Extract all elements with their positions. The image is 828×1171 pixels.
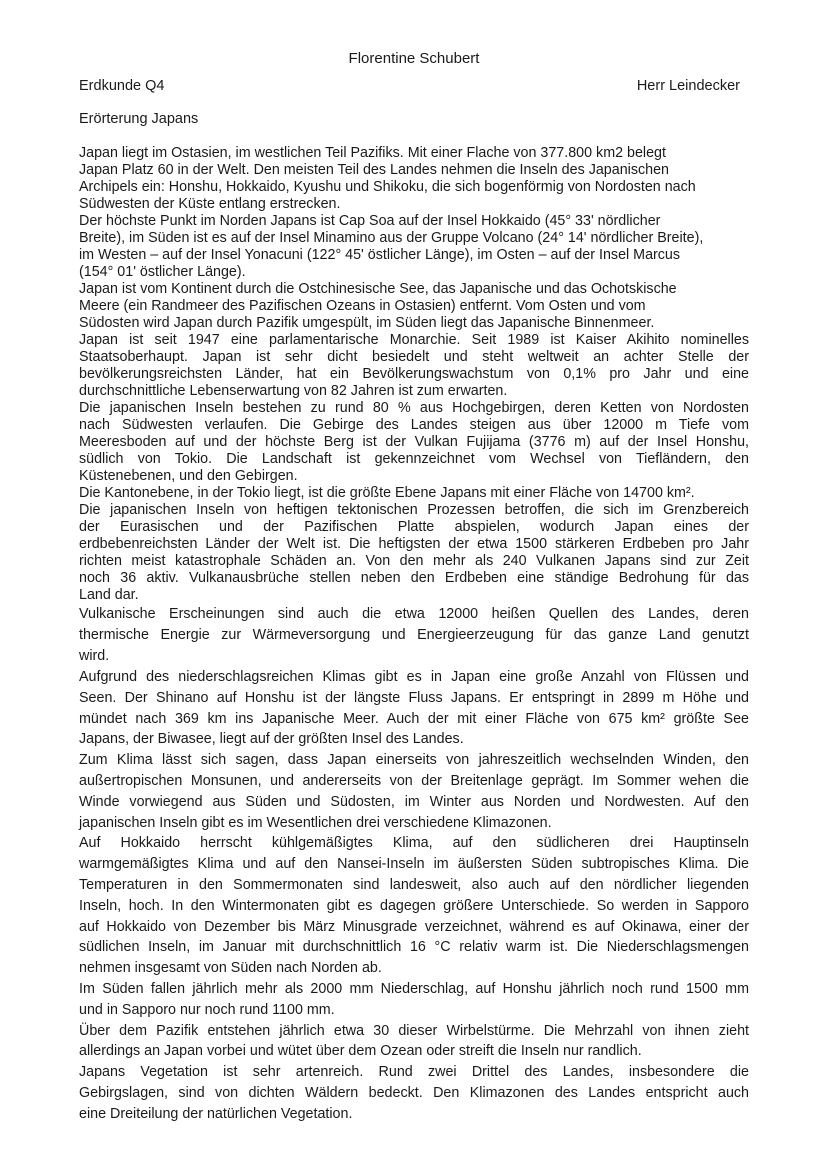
text-line: Südosten wird Japan durch Pazifik umgespült, im Süden liegt das Japanische Binnenmeer. <box>79 315 655 331</box>
text-line: südlich von Tokio. Die Landschaft ist gekennzeichnet vom Wechsel von Tiefländern, den <box>79 451 749 467</box>
text-line: südlichen Inseln, im Januar mit durchschnittlich 16 °C relativ warm ist. Die Niederschlagsmengen <box>79 939 749 956</box>
paragraph-politics <box>79 332 749 400</box>
subject-label: Erdkunde Q4 <box>79 78 165 94</box>
text-line: Südwesten der Küste entlang erstrecken. <box>79 196 341 212</box>
text-line: Japan ist vom Kontinent durch die Ostchinesische See, das Japanische und das Ochotskische <box>79 281 677 297</box>
text-line: Japan liegt im Ostasien, im westlichen Teil Pazifiks. Mit einer Flache von 377.800 km2 belegt <box>79 145 666 161</box>
paragraph-hot-springs <box>79 604 749 667</box>
text-line: Die japanischen Inseln von heftigen tektonischen Prozessen betroffen, die sich im Grenzbereich <box>79 502 749 518</box>
text-line: (154° 01' östlicher Länge). <box>79 264 246 280</box>
text-line: Der höchste Punkt im Norden Japans ist Cap Soa auf der Insel Hokkaido (45° 33' nördlicher <box>79 213 661 229</box>
text-line: Meeresboden auf und der höchste Berg ist der Vulkan Fujijama (3776 m) auf der Insel Honshu, <box>79 434 749 450</box>
text-line: Auf Hokkaido herrscht kühlgemäßigtes Klima, auf den südlicheren drei Hauptinseln <box>79 835 749 852</box>
text-line: Japans Vegetation ist sehr artenreich. Rund zwei Drittel des Landes, insbesondere die <box>79 1064 749 1081</box>
text-block-compact <box>79 145 749 604</box>
text-line: richten meist katastrophale Schäden an. Von den mehr als 240 Vulkanen Japans sind zur Zeit <box>79 553 749 569</box>
text-block-spaced <box>79 604 749 667</box>
paragraph-climate-zones <box>79 833 749 979</box>
text-line: Küstenebenen, und den Gebirgen. <box>79 468 298 484</box>
text-line: japanischen Inseln gibt es im Wesentlichen drei verschiedene Klimazonen. <box>79 814 552 831</box>
author-name: Florentine Schubert <box>348 50 480 67</box>
text-line: Winde vorwiegend aus Süden und Südosten, im Winter aus Norden und Nordwesten. Auf den <box>79 793 749 810</box>
text-line: Vulkanische Erscheinungen sind auch die etwa 12000 heißen Quellen des Landes, deren <box>79 606 749 622</box>
text-line: erdbebenreichsten Länder der Welt ist. Die heftigsten der etwa 1500 stärkeren Erdbeben pro Jahr <box>79 536 749 552</box>
text-line: Breite), im Süden ist es auf der Insel Minamino aus der Gruppe Volcano (24° 14' nördlicher Breite), <box>79 230 704 246</box>
text-line: Inseln, hoch. In den Wintermonaten gibt es dagegen größere Unterschiede. So werden in Sapporo <box>79 897 749 914</box>
teacher-name: Herr Leindecker <box>636 78 740 94</box>
text-line: und in Sapporo nur noch rund 1100 mm. <box>79 1001 335 1018</box>
paragraph-seas <box>79 281 749 332</box>
text-line: noch 36 aktiv. Vulkanausbrüche stellen neben den Erdbeben eine ständige Bedrohung für das <box>79 570 749 586</box>
text-line: Meere (ein Randmeer des Pazifischen Ozeans in Ostasien) entfernt. Vom Osten und vom <box>79 298 646 314</box>
text-line: Archipels ein: Honshu, Hokkaido, Kyushu und Shikoku, die sich bogenförmig von Nordosten nach <box>79 179 696 195</box>
text-line: Die Kantonebene, in der Tokio liegt, ist die größte Ebene Japans mit einer Fläche von 14700 km². <box>79 485 695 501</box>
text-line: Im Süden fallen jährlich mehr als 2000 mm Niederschlag, auf Honshu jährlich noch rund 1500 mm <box>79 980 749 997</box>
paragraph-extreme-points <box>79 213 749 281</box>
text-line: bevölkerungsreichsten Länder, hat ein Bevölkerungswachstum von 0,1% pro Jahr und eine <box>79 366 749 382</box>
text-line: Gebirgslagen, sind von dichten Wäldern bedeckt. Den Klimazonen des Landes entspricht auch <box>79 1084 749 1101</box>
text-line: im Westen – auf der Insel Yonacuni (122° 45' östlicher Länge), im Osten – auf der Insel Marcus <box>79 247 681 263</box>
paragraph-climate <box>79 750 749 833</box>
text-line: auf Hokkaido von Dezember bis März Minusgrade verzeichnet, während es auf Okinawa, einer der <box>79 918 749 935</box>
paragraph-location <box>79 145 749 213</box>
text-line: thermische Energie zur Wärmeversorgung und Energieerzeugung für das ganze Land genutzt <box>79 627 749 643</box>
text-line: Aufgrund des niederschlagsreichen Klimas gibt es in Japan eine große Anzahl von Flüssen und <box>79 669 749 685</box>
text-line: Japan Platz 60 in der Welt. Den meisten Teil des Landes nehmen die Inseln des Japanischen <box>79 162 669 178</box>
text-line: außertropischen Monsunen, und andererseits von der Breitenlage geprägt. Im Sommer wehen die <box>79 772 749 789</box>
paragraph-precipitation <box>79 979 749 1021</box>
text-line: Staatsoberhaupt. Japan ist sehr dicht besiedelt und steht weltweit an achter Stelle der <box>79 349 749 365</box>
text-line: der Eurasischen und der Pazifischen Platte abspielen, wodurch Japan eines der <box>79 519 749 535</box>
paragraph-tectonics <box>79 485 749 604</box>
text-block-spaced-2 <box>79 667 749 1125</box>
text-line: Japan ist seit 1947 eine parlamentarische Monarchie. Seit 1989 ist Kaiser Akihito nominelles <box>79 332 749 348</box>
text-line: wird. <box>79 648 110 664</box>
text-line: nehmen insgesamt von Süden nach Norden ab. <box>79 960 382 977</box>
text-line: mündet nach 369 km ins Japanische Meer. Auch der mit einer Fläche von 675 km² größte See <box>79 710 749 727</box>
text-line: Land dar. <box>79 587 139 603</box>
text-line: Zum Klima lässt sich sagen, dass Japan einerseits von jahreszeitlich wechselnden Winden, den <box>79 752 749 769</box>
text-line: warmgemäßigtes Klima und auf den Nansei-Inseln im äußersten Süden subtropisches Klima. Die <box>79 856 749 873</box>
text-line: nach Südwesten verlaufen. Die Gebirge des Landes steigen aus über 12000 m Tiefe vom <box>79 417 749 433</box>
paragraph-vegetation <box>79 1062 749 1124</box>
paragraph-mountains <box>79 400 749 485</box>
text-line: Seen. Der Shinano auf Honshu ist der längste Fluss Japans. Er entspringt in 2899 m Höhe und <box>79 689 749 706</box>
document-body <box>79 145 749 1125</box>
text-line: eine Dreiteilung der natürlichen Vegetation. <box>79 1105 353 1122</box>
text-line: durchschnittliche Lebenserwartung von 82 Jahren ist zum erwarten. <box>79 383 508 399</box>
paragraph-rivers <box>79 667 749 750</box>
document-title: Erörterung Japans <box>79 111 199 127</box>
paragraph-typhoons <box>79 1021 749 1063</box>
text-line: Japans, der Biwasee, liegt auf der größten Insel des Landes. <box>79 731 464 748</box>
text-line: Über dem Pazifik entstehen jährlich etwa 30 dieser Wirbelstürme. Die Mehrzahl von ihnen zieht <box>79 1022 749 1039</box>
text-line: allerdings an Japan vorbei und wütet über dem Ozean oder streift die Inseln nur randlich. <box>79 1043 642 1060</box>
text-line: Temperaturen in den Sommermonaten sind landesweit, also auch auf den nördlicher liegenden <box>79 876 749 893</box>
text-line: Die japanischen Inseln bestehen zu rund 80 % aus Hochgebirgen, deren Ketten von Nordosten <box>79 400 749 416</box>
